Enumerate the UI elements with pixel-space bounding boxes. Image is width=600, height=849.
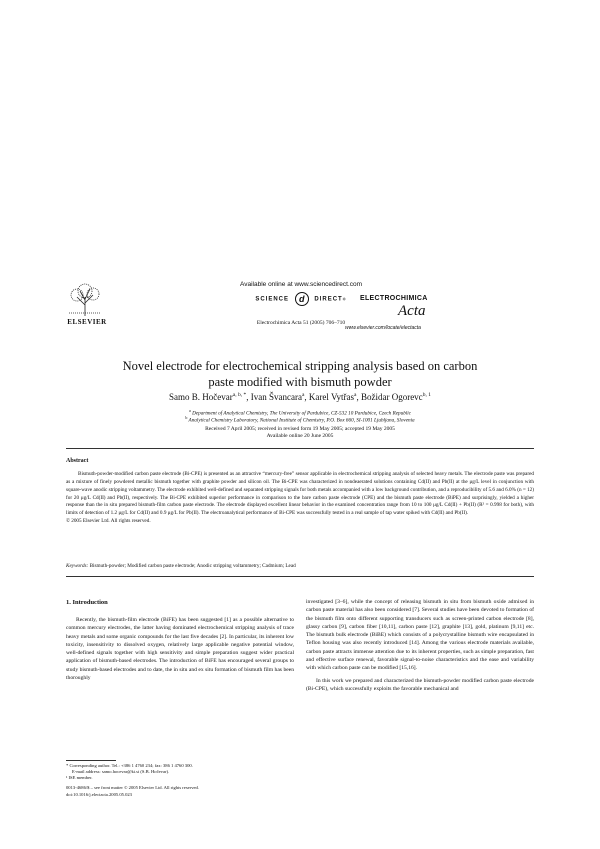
section-heading: 1. Introduction <box>66 599 108 606</box>
keywords-list: Bismuth-powder; Modified carbon paste electrode; Anodic stripping voltammetry; Cadmium; Lead <box>88 563 296 569</box>
author-separator: , <box>246 392 251 402</box>
sciencedirect-reg: ® <box>342 296 347 302</box>
journal-url[interactable]: www.elsevier.com/locate/electacta <box>345 325 421 331</box>
abstract-body <box>66 471 534 526</box>
journal-name: ELECTROCHIMICA <box>360 295 428 302</box>
paragraph: In this work we prepared and characterized the bismuth-powder modified carbon paste electrode (Bi-CPE), which successfully exploits the favorable mechanical and <box>306 677 534 692</box>
sciencedirect-left: SCIENCE <box>255 296 290 303</box>
front-matter-copyright: 0013-4686/$ – see front matter © 2005 Elsevier Ltd. All rights reserved. <box>66 785 199 790</box>
paragraph: Recently, the bismuth-film electrode (BiFE) has been suggested [1] as a possible alternative to common mercury electrodes, the latter having dominated electrochemical stripping analysis of trace heavy metals and some organic compounds for the last five decades [2]. In particular, its inherent low toxicity, insensitivity to dissolved oxygen, relatively large applicable negative potential window, well-defined signals together with high sensitivity and simple preparation suggest wider practical application of bismuth-based electrodes. The introduction of BiFE has encouraged several groups to study bismuth-based electrodes and to date, the in situ and ex situ formation of bismuth film has been thoroughly <box>66 617 294 682</box>
paragraph: investigated [3–6], while the concept of releasing bismuth in situ from bismuth oxide admixed in carbon paste material has also been considered [7]. Several studies have been devoted to formation of the bismuth film onto different supporting transducers such as screen-printed carbon electrode [8], glassy carbon [9], carbon fiber [10,11], carbon paste [12], graphite [13], gold, platinum [9,11] etc. The bismuth bulk electrode (BiBE) which consists of a polycrystalline bismuth wire encapsulated in Teflon housing was also recently introduced [14]. Among the various electrode materials available, carbon paste attracts immense attention due to its inherent properties, such as simple preparation, fast and effective surface renewal, favorable signal-to-noise characteristics and the ease and variability with which carbon paste can be modified [15,16]. <box>306 599 534 672</box>
divider-top <box>66 448 534 449</box>
journal-acta: Acta <box>398 303 426 319</box>
author-name: Božidar Ogorevc <box>360 392 423 402</box>
abstract-heading: Abstract <box>66 458 89 464</box>
abstract-copyright: © 2005 Elsevier Ltd. All rights reserved. <box>66 518 151 525</box>
keywords <box>66 563 534 569</box>
author-separator: , <box>304 392 309 402</box>
doi-link[interactable]: doi:10.1016/j.electacta.2005.05.023 <box>66 791 132 797</box>
author-sup[interactable]: a <box>301 392 305 398</box>
author-sup[interactable]: b, 1 <box>422 392 431 398</box>
author-name: Samo B. Hočevar <box>169 392 233 402</box>
journal-reference: Electrochimica Acta 51 (2005) 706–710 <box>256 320 346 326</box>
footnote-ise: ¹ ISE member. <box>66 775 93 780</box>
keywords-label: Keywords: <box>66 563 89 569</box>
author-list <box>60 392 540 402</box>
affiliation-b <box>60 415 540 424</box>
footnote-corresponding: * Corresponding author. Tel.: +386 1 4760 234; fax: 386 1 4760 300. <box>66 763 193 768</box>
divider-bottom <box>66 576 534 577</box>
front-matter <box>66 785 366 798</box>
footnote-divider <box>66 760 116 761</box>
author-name: Karel Vytřas <box>308 392 354 402</box>
online-date: Available online 20 June 2005 <box>266 433 334 439</box>
received-dates: Received 7 April 2005; received in revised form 19 May 2005; accepted 19 May 2005 <box>205 426 395 432</box>
footnote-email[interactable]: E-mail address: samo.hocevar@ki.si (S.B. Hočevar). <box>72 769 170 774</box>
elsevier-tree-icon <box>66 283 104 317</box>
abstract-text: Bismuth-powder-modified carbon paste electrode (Bi-CPE) is presented as an attractive “mercury-free” sensor applicable in electrochemical stripping analysis of selected heavy metals. The electrode paste was prepared as a mixture of finely powdered metallic bismuth together with graphite powder and silicon oil. The Bi-CPE was characterized in nondeaerated solutions containing Cd(II) and Pb(II) at the μg/L level in conjunction with square-wave anodic stripping voltammetry. The electrode exhibited well-defined and separated stripping signals for both metals accompanied with a low background contribution, and a reproducibility of 5.6 and 6.0% (n = 12) for 20 μg/L Cd(II) and Pb(II), respectively. The Bi-CPE exhibited superior performance in comparison to the bare carbon paste electrode (CPE) and the bismuth paste electrode (BiPE) and surprisingly, yielded a higher response than the in situ prepared bismuth-film carbon paste electrode. The electrode displayed excellent linear behavior in the examined concentration range from 10 to 100 μg/L Cd(II) + Pb(II) (R² = 0.998 for both), with limits of detection of 1.2 μg/L for Cd(II) and 0.9 μg/L for Pb(II). The electroanalytical performance of Bi-CPE was successfully tested in a real sample of tap water spiked with Cd(II) and Pb(II). <box>66 471 534 517</box>
body-right-column <box>306 598 534 693</box>
affiliation-label: a <box>188 408 191 413</box>
article-title <box>60 358 540 390</box>
title-line-1: Novel electrode for electrochemical stripping analysis based on carbon <box>122 359 478 373</box>
affiliation-label: b <box>185 415 188 420</box>
available-online-text: Available online at www.sciencedirect.com <box>240 281 362 288</box>
author-sup[interactable]: a, b, * <box>232 392 247 398</box>
sciencedirect-d: d <box>295 292 309 306</box>
author-sup[interactable]: a <box>354 392 357 398</box>
body-left-column <box>66 616 294 682</box>
affiliation-text: Department of Analytical Chemistry, The University of Pardubice, CZ-532 10 Pardubice, Czech Republic <box>190 410 412 417</box>
author-separator: , <box>356 392 361 402</box>
elsevier-logo-text: ELSEVIER <box>67 318 107 326</box>
sciencedirect-right: DIRECT <box>314 296 343 303</box>
affiliation-text: Analytical Chemistry Laboratory, National Institute of Chemistry, P.O. Box 660, SI-1001 Ljubljana, Slovenia <box>187 417 415 424</box>
title-line-2: paste modified with bismuth powder <box>208 375 392 389</box>
author-name: Ivan Švancara <box>250 392 302 402</box>
